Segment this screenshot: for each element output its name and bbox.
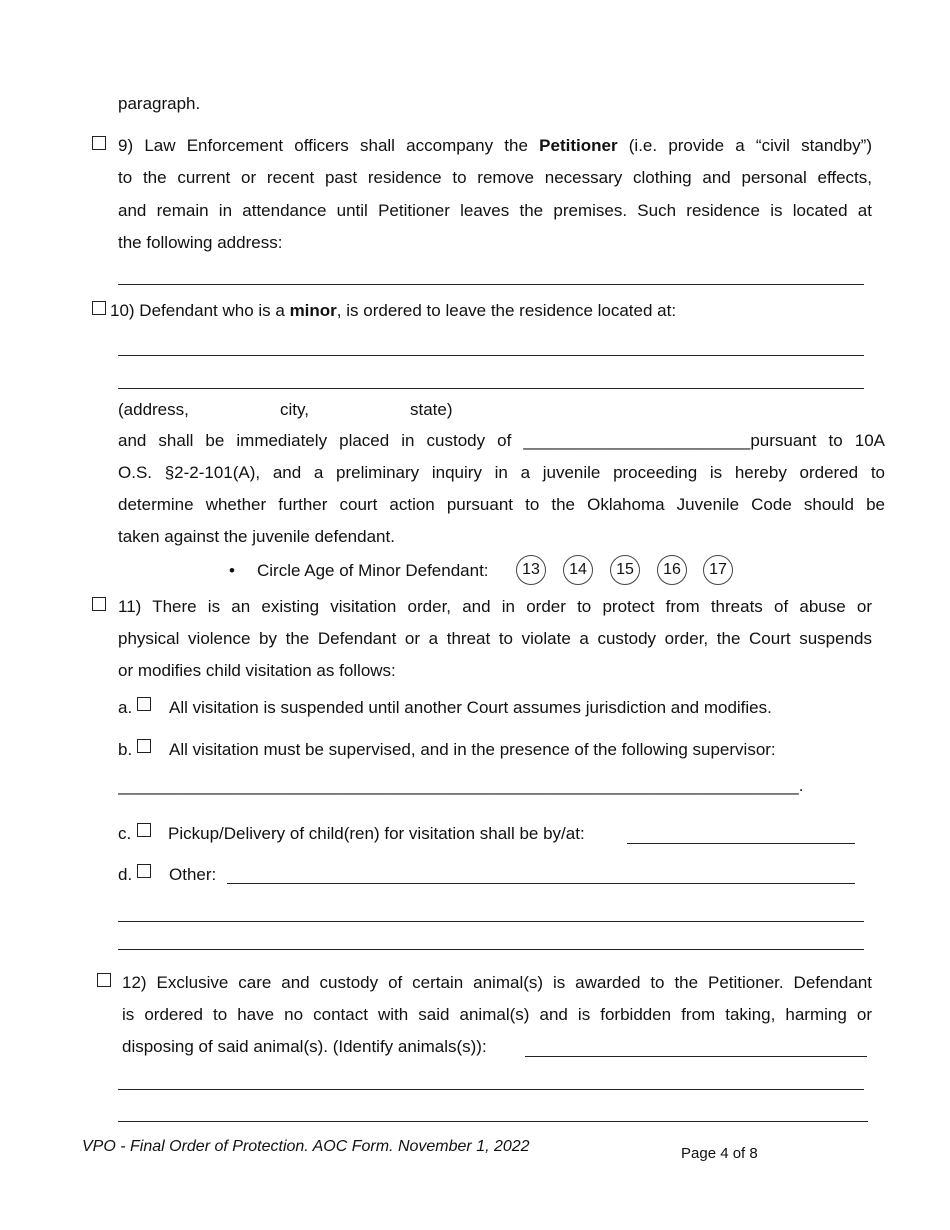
item10-line1: [110, 301, 676, 321]
animals-line-3[interactable]: [118, 1121, 868, 1122]
age-circle-14[interactable]: 14: [563, 555, 593, 585]
item10-post: , is ordered to leave the residence located at:: [336, 301, 677, 320]
item11-line1: 11) There is an existing visitation order, and in order to protect from threats of abuse or: [118, 597, 872, 616]
item10-pre: 10) Defendant who is a: [110, 301, 290, 320]
item11-checkbox[interactable]: [92, 597, 106, 611]
option-c-checkbox[interactable]: [137, 823, 151, 837]
item10-custody-line: and shall be immediately placed in custody of ________________________pursuant to 10A: [118, 431, 885, 450]
item9-line2: to the current or recent past residence to remove necessary clothing and personal effects,: [118, 168, 872, 187]
bullet-icon: •: [229, 561, 235, 580]
option-b-letter: b.: [118, 740, 133, 759]
option-a-letter: a.: [118, 698, 133, 717]
item12-line3: disposing of said animal(s). (Identify animals(s)):: [122, 1037, 487, 1056]
item10-address-line-2[interactable]: [118, 388, 864, 389]
option-c-letter: c.: [118, 824, 132, 843]
item10-checkbox[interactable]: [92, 301, 106, 315]
other-line-3[interactable]: [118, 949, 864, 950]
option-d-checkbox[interactable]: [137, 864, 151, 878]
item10-taken-line: taken against the juvenile defendant.: [118, 527, 395, 546]
item11-line3: or modifies child visitation as follows:: [118, 661, 396, 680]
option-b-checkbox[interactable]: [137, 739, 151, 753]
age-circle-17[interactable]: 17: [703, 555, 733, 585]
item9-bold: Petitioner: [539, 136, 618, 155]
other-line[interactable]: [227, 883, 855, 884]
item12-line1: 12) Exclusive care and custody of certain animal(s) is awarded to the Petitioner. Defendant: [122, 973, 872, 992]
item11-line2: physical violence by the Defendant or a threat to violate a custody order, the Court suspends: [118, 629, 872, 648]
option-c-text: Pickup/Delivery of child(ren) for visitation shall be by/at:: [168, 824, 585, 843]
other-line-2[interactable]: [118, 921, 864, 922]
age-circle-15[interactable]: 15: [610, 555, 640, 585]
animals-line-2[interactable]: [118, 1089, 864, 1090]
item9-line3: and remain in attendance until Petitioner leaves the premises. Such residence is located at: [118, 201, 872, 220]
option-a-checkbox[interactable]: [137, 697, 151, 711]
item12-line2: is ordered to have no contact with said animal(s) and is forbidden from taking, harming or: [122, 1005, 872, 1024]
continued-text: paragraph.: [118, 94, 201, 113]
city-label: city,: [280, 400, 309, 419]
item10-statute-line: O.S. §2-2-101(A), and a preliminary inquiry in a juvenile proceeding is hereby ordered to: [118, 463, 885, 482]
age-circle-13[interactable]: 13: [516, 555, 546, 585]
option-b-text: All visitation must be supervised, and in the presence of the following supervisor:: [169, 740, 776, 759]
footer-page-number: Page 4 of 8: [681, 1145, 758, 1162]
circle-age-label: Circle Age of Minor Defendant:: [257, 561, 489, 580]
item10-bold: minor: [289, 301, 337, 320]
option-d-text: Other:: [169, 865, 217, 884]
supervisor-line[interactable]: ________________________________________________________________________.: [118, 776, 804, 795]
state-label: state): [410, 400, 453, 419]
option-d-letter: d.: [118, 865, 133, 884]
item9-checkbox[interactable]: [92, 136, 106, 150]
animals-line[interactable]: [525, 1056, 867, 1057]
option-a-text: All visitation is suspended until another Court assumes jurisdiction and modifies.: [169, 698, 772, 717]
item9-address-line[interactable]: [118, 284, 864, 285]
pickup-line[interactable]: [627, 843, 855, 844]
item9-line4: the following address:: [118, 233, 283, 252]
item10-determine-line: determine whether further court action pursuant to the Oklahoma Juvenile Code should be: [118, 495, 885, 514]
item12-checkbox[interactable]: [97, 973, 111, 987]
item9-line1: [118, 136, 872, 156]
address-label: (address,: [118, 400, 189, 419]
item9-post: (i.e. provide a “civil standby”): [617, 136, 872, 155]
item9-pre: 9) Law Enforcement officers shall accompany the: [118, 136, 540, 155]
footer-form-title: VPO - Final Order of Protection. AOC Form. November 1, 2022: [82, 1138, 530, 1155]
age-circle-16[interactable]: 16: [657, 555, 687, 585]
item10-address-line-1[interactable]: [118, 355, 864, 356]
